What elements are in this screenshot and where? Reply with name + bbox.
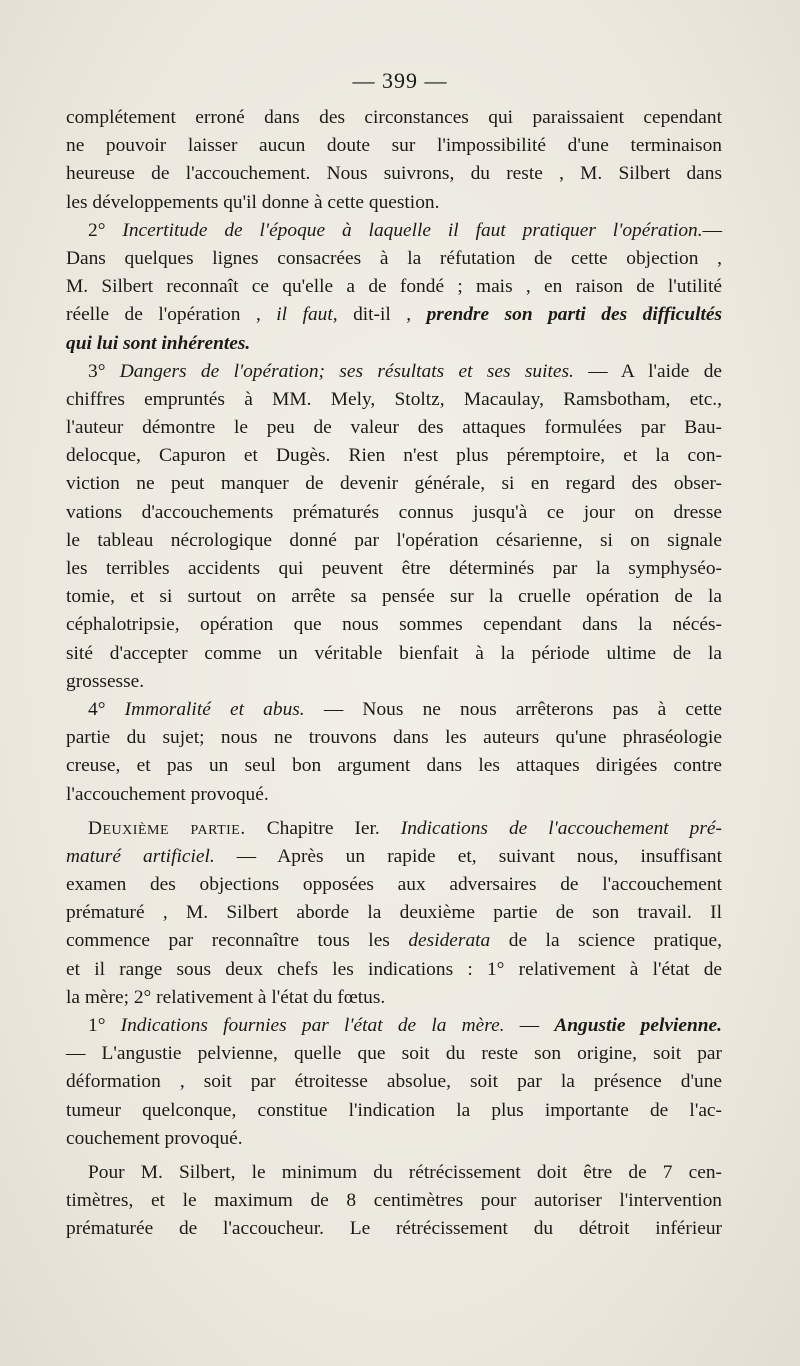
text-line: examen des objections opposées aux adversaires de l'accouchement (66, 874, 722, 896)
text-line: déformation , soit par étroitesse absolue, soit par la présence d'une (66, 1071, 722, 1093)
text-line: creuse, et pas un seul bon argument dans les attaques dirigées contre (66, 755, 722, 777)
text-line: réelle de l'opération , il faut, dit-il , prendre son parti des difficultés (66, 304, 722, 326)
text-line: vations d'accouchements prématurés connus jusqu'à ce jour on dresse (66, 501, 722, 523)
text-line: ne pouvoir laisser aucun doute sur l'impossibilité d'une terminaison (66, 135, 722, 157)
body-text (66, 104, 722, 1244)
italic-phrase: Incertitude de l'époque à laquelle il faut pratiquer l'opération. (122, 219, 703, 241)
text-line: grossesse. (66, 670, 145, 692)
section-heading: Deuxième partie. (88, 817, 246, 839)
text-line: partie du sujet; nous ne trouvons dans les auteurs qu'une phraséologie (66, 727, 722, 749)
text-line: l'auteur démontre le peu de valeur des attaques formulées par Bau- (66, 417, 722, 439)
text-line: les terribles accidents qui peuvent être déterminés par la symphyséo- (66, 558, 722, 579)
text-line: Deuxième partie. Chapitre Ier. Indications de l'accouchement pré- (88, 817, 722, 839)
text-line: 3° Dangers de l'opération; ses résultats et ses suites. — A l'aide de (88, 360, 722, 382)
text-line: 2° Incertitude de l'époque à laquelle il faut pratiquer l'opération.— (88, 219, 722, 241)
text-line: viction ne peut manquer de devenir générale, si en regard des obser- (66, 473, 722, 495)
text-line: complétement erroné dans des circonstances qui paraissaient cependant (66, 107, 722, 128)
text-line: la mère; 2° relativement à l'état du fœtus. (66, 986, 386, 1008)
italic-phrase: Indications de l'accouchement pré- (400, 817, 722, 839)
text-line: l'accouchement provoqué. (66, 783, 269, 805)
text-line: 1° Indications fournies par l'état de la mère. — Angustie pelvienne. (88, 1015, 722, 1036)
text-line: commence par reconnaître tous les desiderata de la science pratique, (66, 930, 722, 952)
text-line: couchement provoqué. (66, 1127, 243, 1149)
italic-phrase: desiderata (408, 930, 491, 952)
text-line: Dans quelques lignes consacrées à la réfutation de cette objection , (66, 247, 722, 269)
text-line: maturé artificiel. — Après un rapide et, suivant nous, insuffisant (66, 845, 722, 867)
text-line: timètres, et le maximum de 8 centimètres pour autoriser l'intervention (66, 1190, 722, 1212)
text-line: et il range sous deux chefs les indications : 1° relativement à l'état de (66, 958, 722, 980)
italic-phrase: Immoralité et abus. (124, 698, 305, 720)
italic-phrase: maturé artificiel. (66, 845, 215, 867)
text-line: céphalotripsie, opération que nous sommes cependant dans la nécés- (66, 614, 722, 636)
text-line: — L'angustie pelvienne, quelle que soit du reste son origine, soit par (66, 1043, 722, 1065)
text-line: prématuré , M. Silbert aborde la deuxième partie de son travail. Il (66, 902, 722, 924)
text-line: tomie, et si surtout on arrête sa pensée sur la cruelle opération de la (66, 586, 722, 608)
italic-phrase: qui lui sont inhérentes. (66, 332, 251, 354)
text-line: le tableau nécrologique donné par l'opération césarienne, si on signale (66, 529, 722, 551)
text-line: Pour M. Silbert, le minimum du rétrécissement doit être de 7 cen- (88, 1161, 722, 1183)
text-line: 4° Immoralité et abus. — Nous ne nous arrêterons pas à cette (88, 698, 722, 720)
italic-phrase: Indications fournies par l'état de la mère. (120, 1015, 505, 1036)
text-line: les développements qu'il donne à cette question. (66, 191, 440, 213)
italic-phrase: il faut, (276, 304, 338, 326)
text-line: sité d'accepter comme un véritable bienfait à la période ultime de la (66, 642, 722, 664)
text-line: prématurée de l'accoucheur. Le rétrécissement du détroit inférieur (66, 1218, 722, 1240)
page-number: — 399 — (352, 68, 448, 93)
text-line (66, 330, 722, 358)
text-line: tumeur quelconque, constitue l'indication la plus importante de l'ac- (66, 1099, 722, 1121)
text-line: chiffres empruntés à MM. Mely, Stoltz, Macaulay, Ramsbotham, etc., (66, 388, 722, 410)
text-line: M. Silbert reconnaît ce qu'elle a de fondé ; mais , en raison de l'utilité (66, 276, 722, 298)
italic-phrase: prendre son parti des difficultés (426, 304, 722, 326)
italic-phrase: Angustie pelvienne. (554, 1015, 722, 1036)
italic-phrase: Dangers de l'opération; ses résultats et ses suites. (119, 360, 574, 382)
text-line: heureuse de l'accouchement. Nous suivrons, du reste , M. Silbert dans (66, 163, 722, 185)
text-line: delocque, Capuron et Dugès. Rien n'est plus péremptoire, et la con- (66, 445, 722, 467)
